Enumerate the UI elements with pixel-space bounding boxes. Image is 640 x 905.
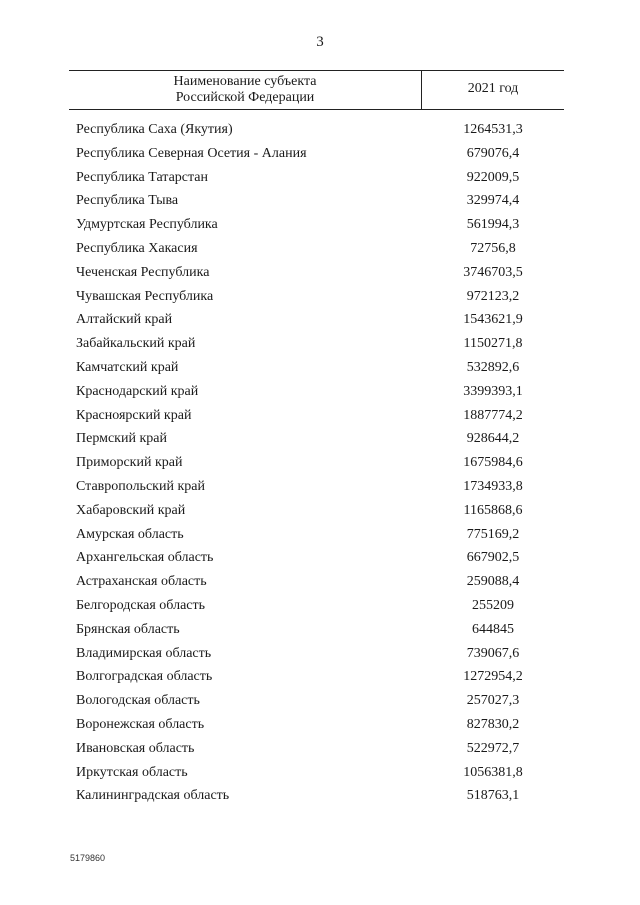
header-subject-name-line2: Российской Федерации [175,90,315,105]
table-row [0,689,640,713]
subject-name: Чувашская Республика [76,288,214,304]
subject-value-2021: 1150271,8 [463,336,523,352]
subject-name: Республика Тыва [76,193,179,209]
subject-value-2021: 255209 [472,597,514,613]
subject-name: Владимирская область [76,645,212,661]
subject-value-2021: 667902,5 [466,550,520,566]
subject-value-2021: 561994,3 [466,217,520,233]
table-row [0,713,640,737]
table-row [0,546,640,570]
subject-name: Республика Саха (Якутия) [76,122,233,137]
subject-value-2021: 739067,6 [466,645,520,661]
subject-value-2021: 1734933,8 [463,478,523,494]
table-row [0,285,640,309]
document-code: 5179860 [70,853,106,863]
subject-name: Республика Хакасия [76,240,198,256]
table-row [0,118,640,142]
table-row [0,261,640,285]
table-row [0,332,640,356]
table-row [0,761,640,785]
table-row [0,189,640,213]
table-row [0,308,640,332]
subject-name: Белгородская область [76,597,206,613]
subject-name: Республика Северная Осетия - Алания [76,145,307,161]
subject-name: Волгоградская область [76,669,213,685]
subject-name: Удмуртская Республика [76,217,218,233]
table-row [0,642,640,666]
subject-value-2021: 775169,2 [466,526,520,542]
subject-value-2021: 522972,7 [466,740,520,756]
header-subject-name [69,74,421,106]
subject-value-2021: 329974,4 [466,193,520,209]
subject-value-2021: 3399393,1 [463,383,523,399]
subject-name: Воронежская область [76,716,205,732]
subject-name: Красноярский край [76,407,192,423]
subject-value-2021: 972123,2 [466,288,520,304]
subject-name: Республика Татарстан [76,169,209,185]
subject-name: Калининградская область [76,788,230,804]
subject-name: Забайкальский край [76,336,196,352]
table-row [0,523,640,547]
subject-value-2021: 928644,2 [466,431,520,447]
table-row [0,594,640,618]
subject-name: Вологодская область [76,693,200,709]
table-row [0,380,640,404]
table-row [0,213,640,237]
subject-name: Архангельская область [76,550,214,566]
table-body [0,118,640,808]
subject-name: Амурская область [76,526,184,542]
table-row [0,737,640,761]
subject-name: Брянская область [76,621,180,637]
subject-name: Приморский край [76,455,183,471]
table-row [0,618,640,642]
table-row [0,570,640,594]
subject-value-2021: 1887774,2 [463,407,523,423]
subject-value-2021: 1543621,9 [463,312,523,328]
subject-value-2021: 644845 [472,621,514,637]
subject-name: Камчатский край [76,359,179,375]
subject-value-2021: 1272954,2 [463,669,523,685]
subject-value-2021: 1056381,8 [463,764,523,780]
subject-value-2021: 532892,6 [466,359,520,375]
subject-value-2021: 257027,3 [466,693,520,709]
table-row [0,665,640,689]
subject-name: Чеченская Республика [76,264,210,280]
table-row [0,237,640,261]
subject-value-2021: 72756,8 [470,240,516,256]
table-row [0,451,640,475]
page-number: 3 [316,34,324,50]
table-row [0,475,640,499]
subject-name: Хабаровский край [76,502,186,518]
table-header [69,70,564,110]
subject-value-2021: 1675984,6 [463,455,523,471]
table-row [0,166,640,190]
subject-name: Краснодарский край [76,383,199,399]
table-row [0,142,640,166]
subject-value-2021: 259088,4 [466,574,520,590]
subject-value-2021: 922009,5 [466,169,520,185]
subject-value-2021: 3746703,5 [463,264,523,280]
table-row [0,404,640,428]
table-row [0,499,640,523]
subject-name: Ставропольский край [76,478,205,494]
subject-name: Пермский край [76,431,167,447]
subject-name: Иркутская область [76,764,188,780]
subject-value-2021: 827830,2 [466,716,520,732]
subject-value-2021: 518763,1 [466,788,520,804]
table-row [0,427,640,451]
subject-value-2021: 1264531,3 [463,122,523,137]
subject-value-2021: 679076,4 [466,145,520,161]
subject-name: Алтайский край [76,312,173,328]
subject-name: Астраханская область [76,574,207,590]
header-subject-name-line1: Наименование субъекта [173,74,317,89]
table-row [0,356,640,380]
header-year: 2021 год [467,81,519,96]
subject-value-2021: 1165868,6 [463,502,523,518]
subject-name: Ивановская область [76,740,195,756]
table-row [0,784,640,808]
